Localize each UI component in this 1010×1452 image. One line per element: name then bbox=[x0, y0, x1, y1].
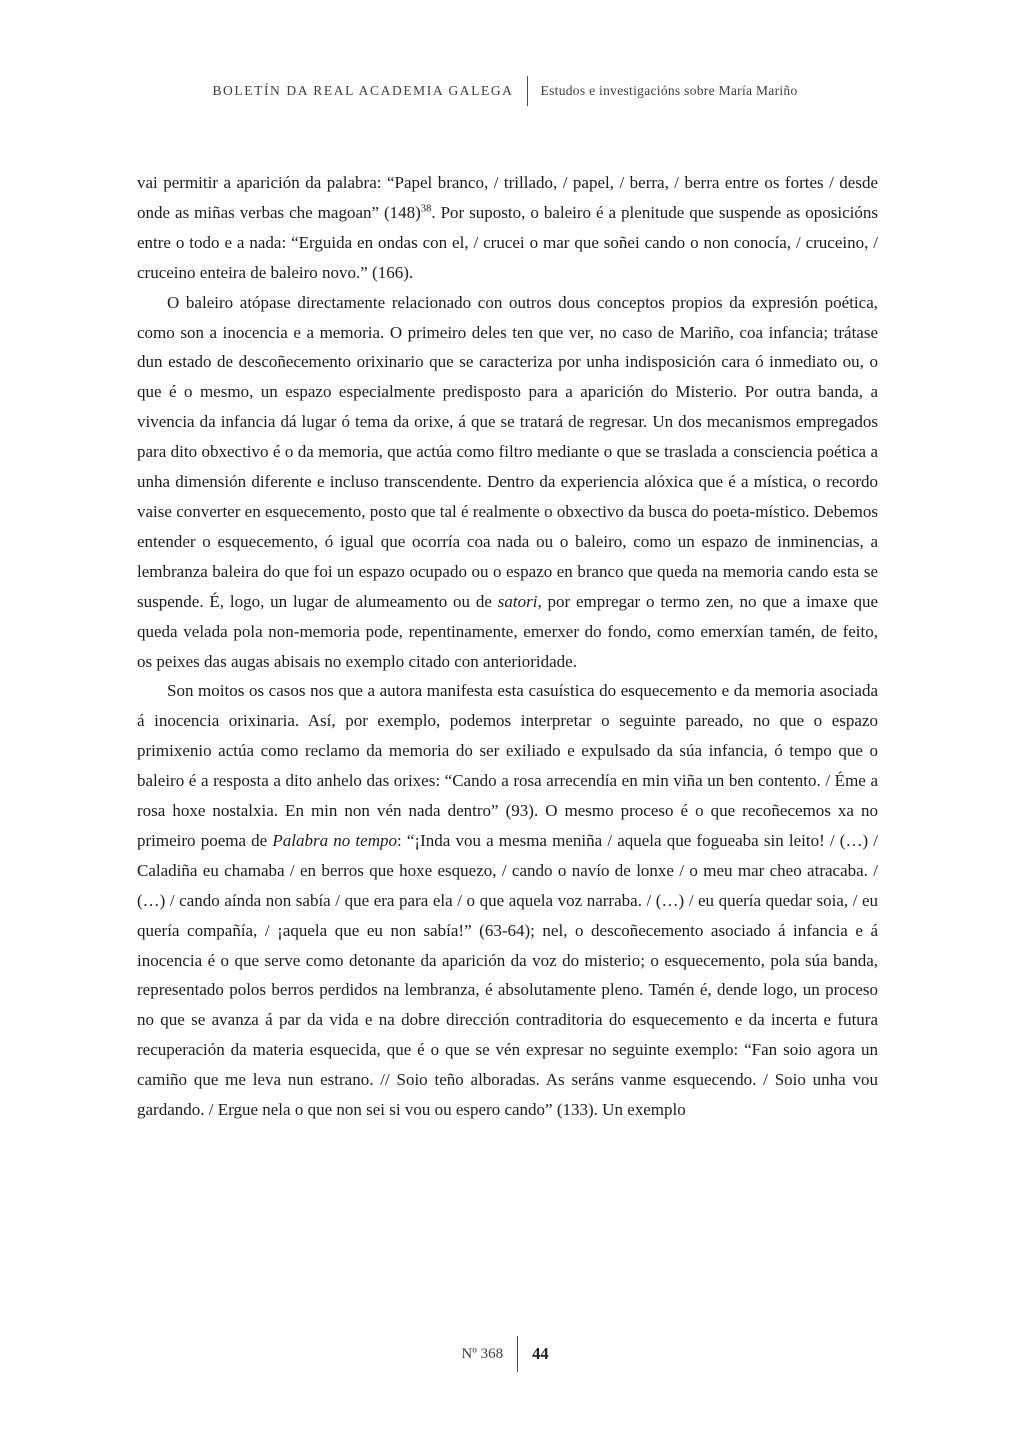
italic-text: satori bbox=[497, 591, 538, 611]
page-footer bbox=[0, 1336, 1010, 1372]
body-text-segment: Son moitos os casos nos que a autora manifesta esta casuística do esquecemento e da memoria asociada á inocencia orixinaria. Así, por exemplo, podemos interpretar o seguinte pareado, no que o espazo primixenio actúa como reclamo da memoria do ser exiliado e expulsado da súa infancia, ó tempo que o baleiro é a resposta a dito anhelo das orixes: “Cando a rosa arrecendía en min viña un ben contento. / Éme a rosa hoxe nostalxia. En min non vén nada dentro” (93). O mesmo proceso é o que recoñecemos xa no primeiro poema de bbox=[137, 681, 878, 850]
issue-number: Nº 368 bbox=[461, 1345, 504, 1362]
article-running-title: Estudos e investigacións sobre María Mariño bbox=[540, 83, 798, 98]
body-text-segment: , por empregar o termo zen, no que a imaxe que queda velada pola non-memoria pode, repentinamente, emerxer do fondo, como emerxían tamén, de feito, os peixes das augas abisais no exemplo citado con anterioridade. bbox=[137, 591, 878, 671]
paragraph bbox=[137, 676, 878, 1125]
body-text-segment: O baleiro atópase directamente relacionado con outros dous conceptos propios da expresión poética, como son a inocencia e a memoria. O primeiro deles ten que ver, no caso de Mariño, coa infancia; trátase dun estado de descoñecemento orixinario que se caracteriza por unha indisposición cara ó inmediato ou, o que é o mesmo, un espazo especialmente predisposto para a aparición do Misterio. Por outra banda, a vivencia da infancia dá lugar ó tema da orixe, á que se tratará de regresar. Un dos mecanismos empregados para dito obxectivo é o da memoria, que actúa como filtro mediante o que se traslada a consciencia poética a unha dimensión diferente e incluso transcendente. Dentro da experiencia alóxica que é a mística, o recordo vaise converter en esquecemento, posto que tal é realmente o obxectivo da busca do poeta-místico. Debemos entender o esquecemento, ó igual que ocorría coa nada ou o baleiro, como un espazo de inminencias, a lembranza baleira do que foi un espazo ocupado ou o espazo en branco que queda na memoria cando esta se suspende. É, logo, un lugar de alumeamento ou de bbox=[137, 292, 878, 611]
italic-text: Palabra no tempo bbox=[272, 830, 397, 850]
body-text-segment: vai permitir a aparición da palabra: “Papel branco, / trillado, / papel, / berra, / berra entre os fortes / desde onde as miñas verbas che magoan” (148) bbox=[137, 173, 878, 222]
footnote-reference: 38 bbox=[420, 203, 432, 215]
body-text bbox=[137, 168, 878, 1125]
footer-divider bbox=[517, 1336, 518, 1372]
paragraph bbox=[137, 168, 878, 288]
body-text-segment: . Por suposto, o baleiro é a plenitude que suspende as oposicións entre o todo e a nada: “Erguida en ondas con el, / crucei o mar que soñei cando o non conocía, / cruceino, / cruceino enteira de baleiro novo.” (166). bbox=[137, 202, 878, 282]
body-text-segment: : “¡Inda vou a mesma meniña / aquela que fogueaba sin leito! / (…) / Caladiña eu chamaba / en berros que hoxe esquezo, / cando o navío de lonxe / o meu mar cheo atracaba. / (…) / cando aínda non sabía / que era para ela / o que aquela voz narraba. / (…) / eu quería quedar soia, / eu quería compañía, / ¡aquela que eu non sabía!” (63-64); nel, o descoñecemento asociado á infancia e á inocencia é o que serve como detonante da aparición da voz do misterio; o esquecemento, pola súa banda, representado polos berros perdidos na lembranza, é absolutamente pleno. Tamén é, dende logo, un proceso no que se avanza á par da vida e na dobre dirección contraditoria do esquecemento e da incerta e futura recuperación da materia esquecida, que é o que se vén expresar no seguinte exemplo: “Fan soio agora un camiño que me leva nun estrano. // Soio teño alboradas. As seráns vanme esquecendo. / Soio unha vou gardando. / Ergue nela o que non sei si vou ou espero cando” (133). Un exemplo bbox=[137, 830, 878, 1120]
page-number: 44 bbox=[532, 1344, 549, 1363]
header-divider bbox=[527, 76, 528, 106]
page-header bbox=[0, 76, 1010, 106]
paragraph bbox=[137, 288, 878, 677]
journal-title: BOLETÍN DA REAL ACADEMIA GALEGA bbox=[212, 83, 514, 98]
